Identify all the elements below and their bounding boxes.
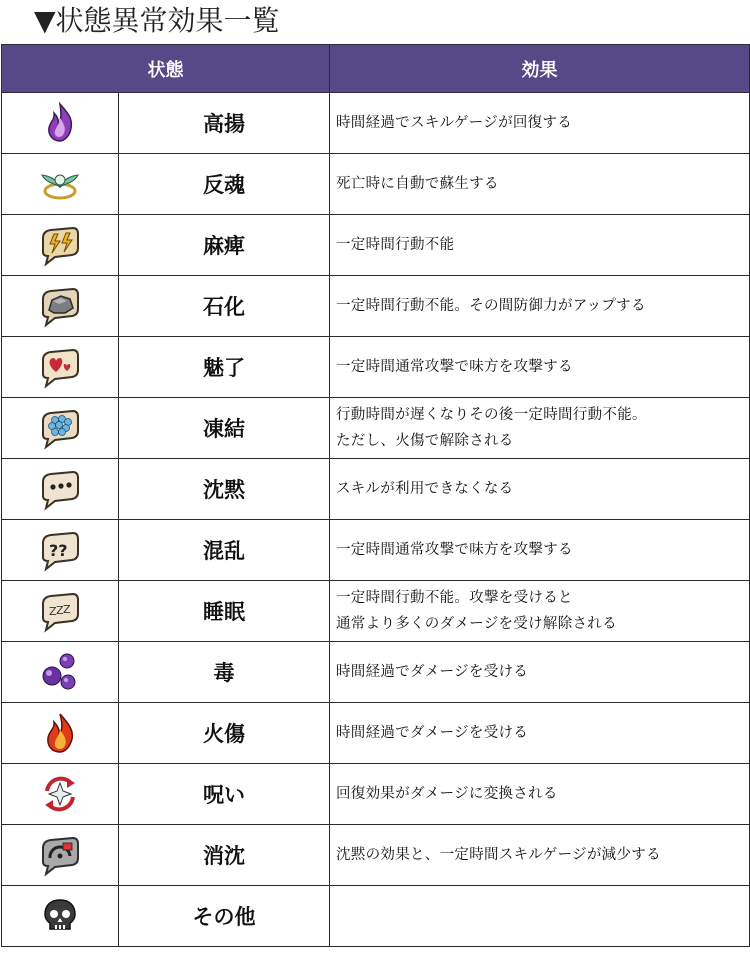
status-icon-cell: [2, 215, 119, 276]
status-icon-cell: [2, 703, 119, 764]
status-icon-cell: [2, 642, 119, 703]
table-row: [2, 520, 750, 581]
status-name: 石化: [119, 276, 330, 337]
status-name: 睡眠: [119, 581, 330, 642]
table-row: [2, 276, 750, 337]
fire-burn-icon: [2, 710, 118, 756]
table-header-row: [2, 45, 750, 93]
table-row: [2, 886, 750, 947]
status-effect: [330, 398, 750, 459]
effect-line: 一定時間通常攻撃で味方を攻撃する: [336, 542, 573, 558]
status-effect: [330, 93, 750, 154]
status-effect: [330, 764, 750, 825]
status-name: 火傷: [119, 703, 330, 764]
svg-text:Z: Z: [63, 603, 71, 616]
svg-text:??: ??: [49, 541, 68, 560]
status-effect: [330, 276, 750, 337]
table-row: [2, 459, 750, 520]
zzz-sleep-icon: [2, 588, 118, 634]
effect-line: 行動時間が遅くなりその後一定時間行動不能。: [336, 407, 647, 423]
effect-line: ただし、火傷で解除される: [336, 433, 514, 449]
effect-line: 時間経過でダメージを受ける: [336, 664, 529, 680]
status-icon-cell: [2, 276, 119, 337]
status-effects-table: [1, 44, 750, 947]
status-name: 反魂: [119, 154, 330, 215]
table-row: [2, 703, 750, 764]
status-name: 魅了: [119, 337, 330, 398]
status-icon-cell: [2, 825, 119, 886]
table-row: [2, 642, 750, 703]
status-effect: [330, 337, 750, 398]
status-icon-cell: [2, 581, 119, 642]
effect-line: 沈黙の効果と、一定時間スキルゲージが減少する: [336, 847, 661, 863]
ice-crystal-icon: [2, 405, 118, 451]
hearts-charm-icon: [2, 344, 118, 390]
status-icon-cell: [2, 154, 119, 215]
status-icon-cell: [2, 886, 119, 947]
status-name: 高揚: [119, 93, 330, 154]
status-icon-cell: [2, 398, 119, 459]
status-effect: [330, 459, 750, 520]
status-effect: [330, 520, 750, 581]
status-icon-cell: [2, 93, 119, 154]
status-name: 凍結: [119, 398, 330, 459]
ellipsis-silence-icon: [2, 466, 118, 512]
table-row: [2, 825, 750, 886]
status-icon-cell: [2, 764, 119, 825]
table-row: [2, 764, 750, 825]
effect-line: スキルが利用できなくなる: [336, 481, 514, 497]
status-icon-cell: [2, 459, 119, 520]
stone-icon: [2, 283, 118, 329]
header-status: 状態: [2, 45, 330, 93]
question-confusion-icon: [2, 527, 118, 573]
table-row: [2, 398, 750, 459]
effect-line: 通常より多くのダメージを受け解除される: [336, 616, 617, 632]
curse-arrows-icon: [2, 771, 118, 817]
status-effect: [330, 642, 750, 703]
svg-text:Z: Z: [49, 605, 57, 618]
status-effect: [330, 825, 750, 886]
winged-soul-icon: [2, 161, 118, 207]
status-effect: [330, 581, 750, 642]
gauge-silence-icon: [2, 832, 118, 878]
effect-line: 死亡時に自動で蘇生する: [336, 176, 499, 192]
status-name: 毒: [119, 642, 330, 703]
status-name: 沈黙: [119, 459, 330, 520]
status-name: その他: [119, 886, 330, 947]
table-row: [2, 93, 750, 154]
status-effect: [330, 886, 750, 947]
effect-line: 一定時間行動不能: [336, 237, 455, 253]
svg-text:Z: Z: [56, 604, 64, 617]
status-effect: [330, 154, 750, 215]
status-name: 呪い: [119, 764, 330, 825]
header-effect: 効果: [330, 45, 750, 93]
effect-line: 時間経過でダメージを受ける: [336, 725, 529, 741]
effect-line: 一定時間行動不能。攻撃を受けると: [336, 590, 573, 606]
poison-bubbles-icon: [2, 649, 118, 695]
lightning-paralysis-icon: [2, 222, 118, 268]
page-title: ▼状態異常効果一覧: [34, 4, 280, 37]
status-icon-cell: [2, 520, 119, 581]
effect-line: 一定時間通常攻撃で味方を攻撃する: [336, 359, 573, 375]
skull-icon: [2, 893, 118, 939]
effect-line: 時間経過でスキルゲージが回復する: [336, 115, 573, 131]
table-row: [2, 337, 750, 398]
status-name: 麻痺: [119, 215, 330, 276]
status-name: 消沈: [119, 825, 330, 886]
table-row: [2, 215, 750, 276]
purple-flame-icon: [2, 100, 118, 146]
status-effect: [330, 215, 750, 276]
status-name: 混乱: [119, 520, 330, 581]
status-effect: [330, 703, 750, 764]
status-icon-cell: [2, 337, 119, 398]
table-row: [2, 154, 750, 215]
effect-line: 一定時間行動不能。その間防御力がアップする: [336, 298, 646, 314]
effect-line: 回復効果がダメージに変換される: [336, 786, 558, 802]
table-row: [2, 581, 750, 642]
